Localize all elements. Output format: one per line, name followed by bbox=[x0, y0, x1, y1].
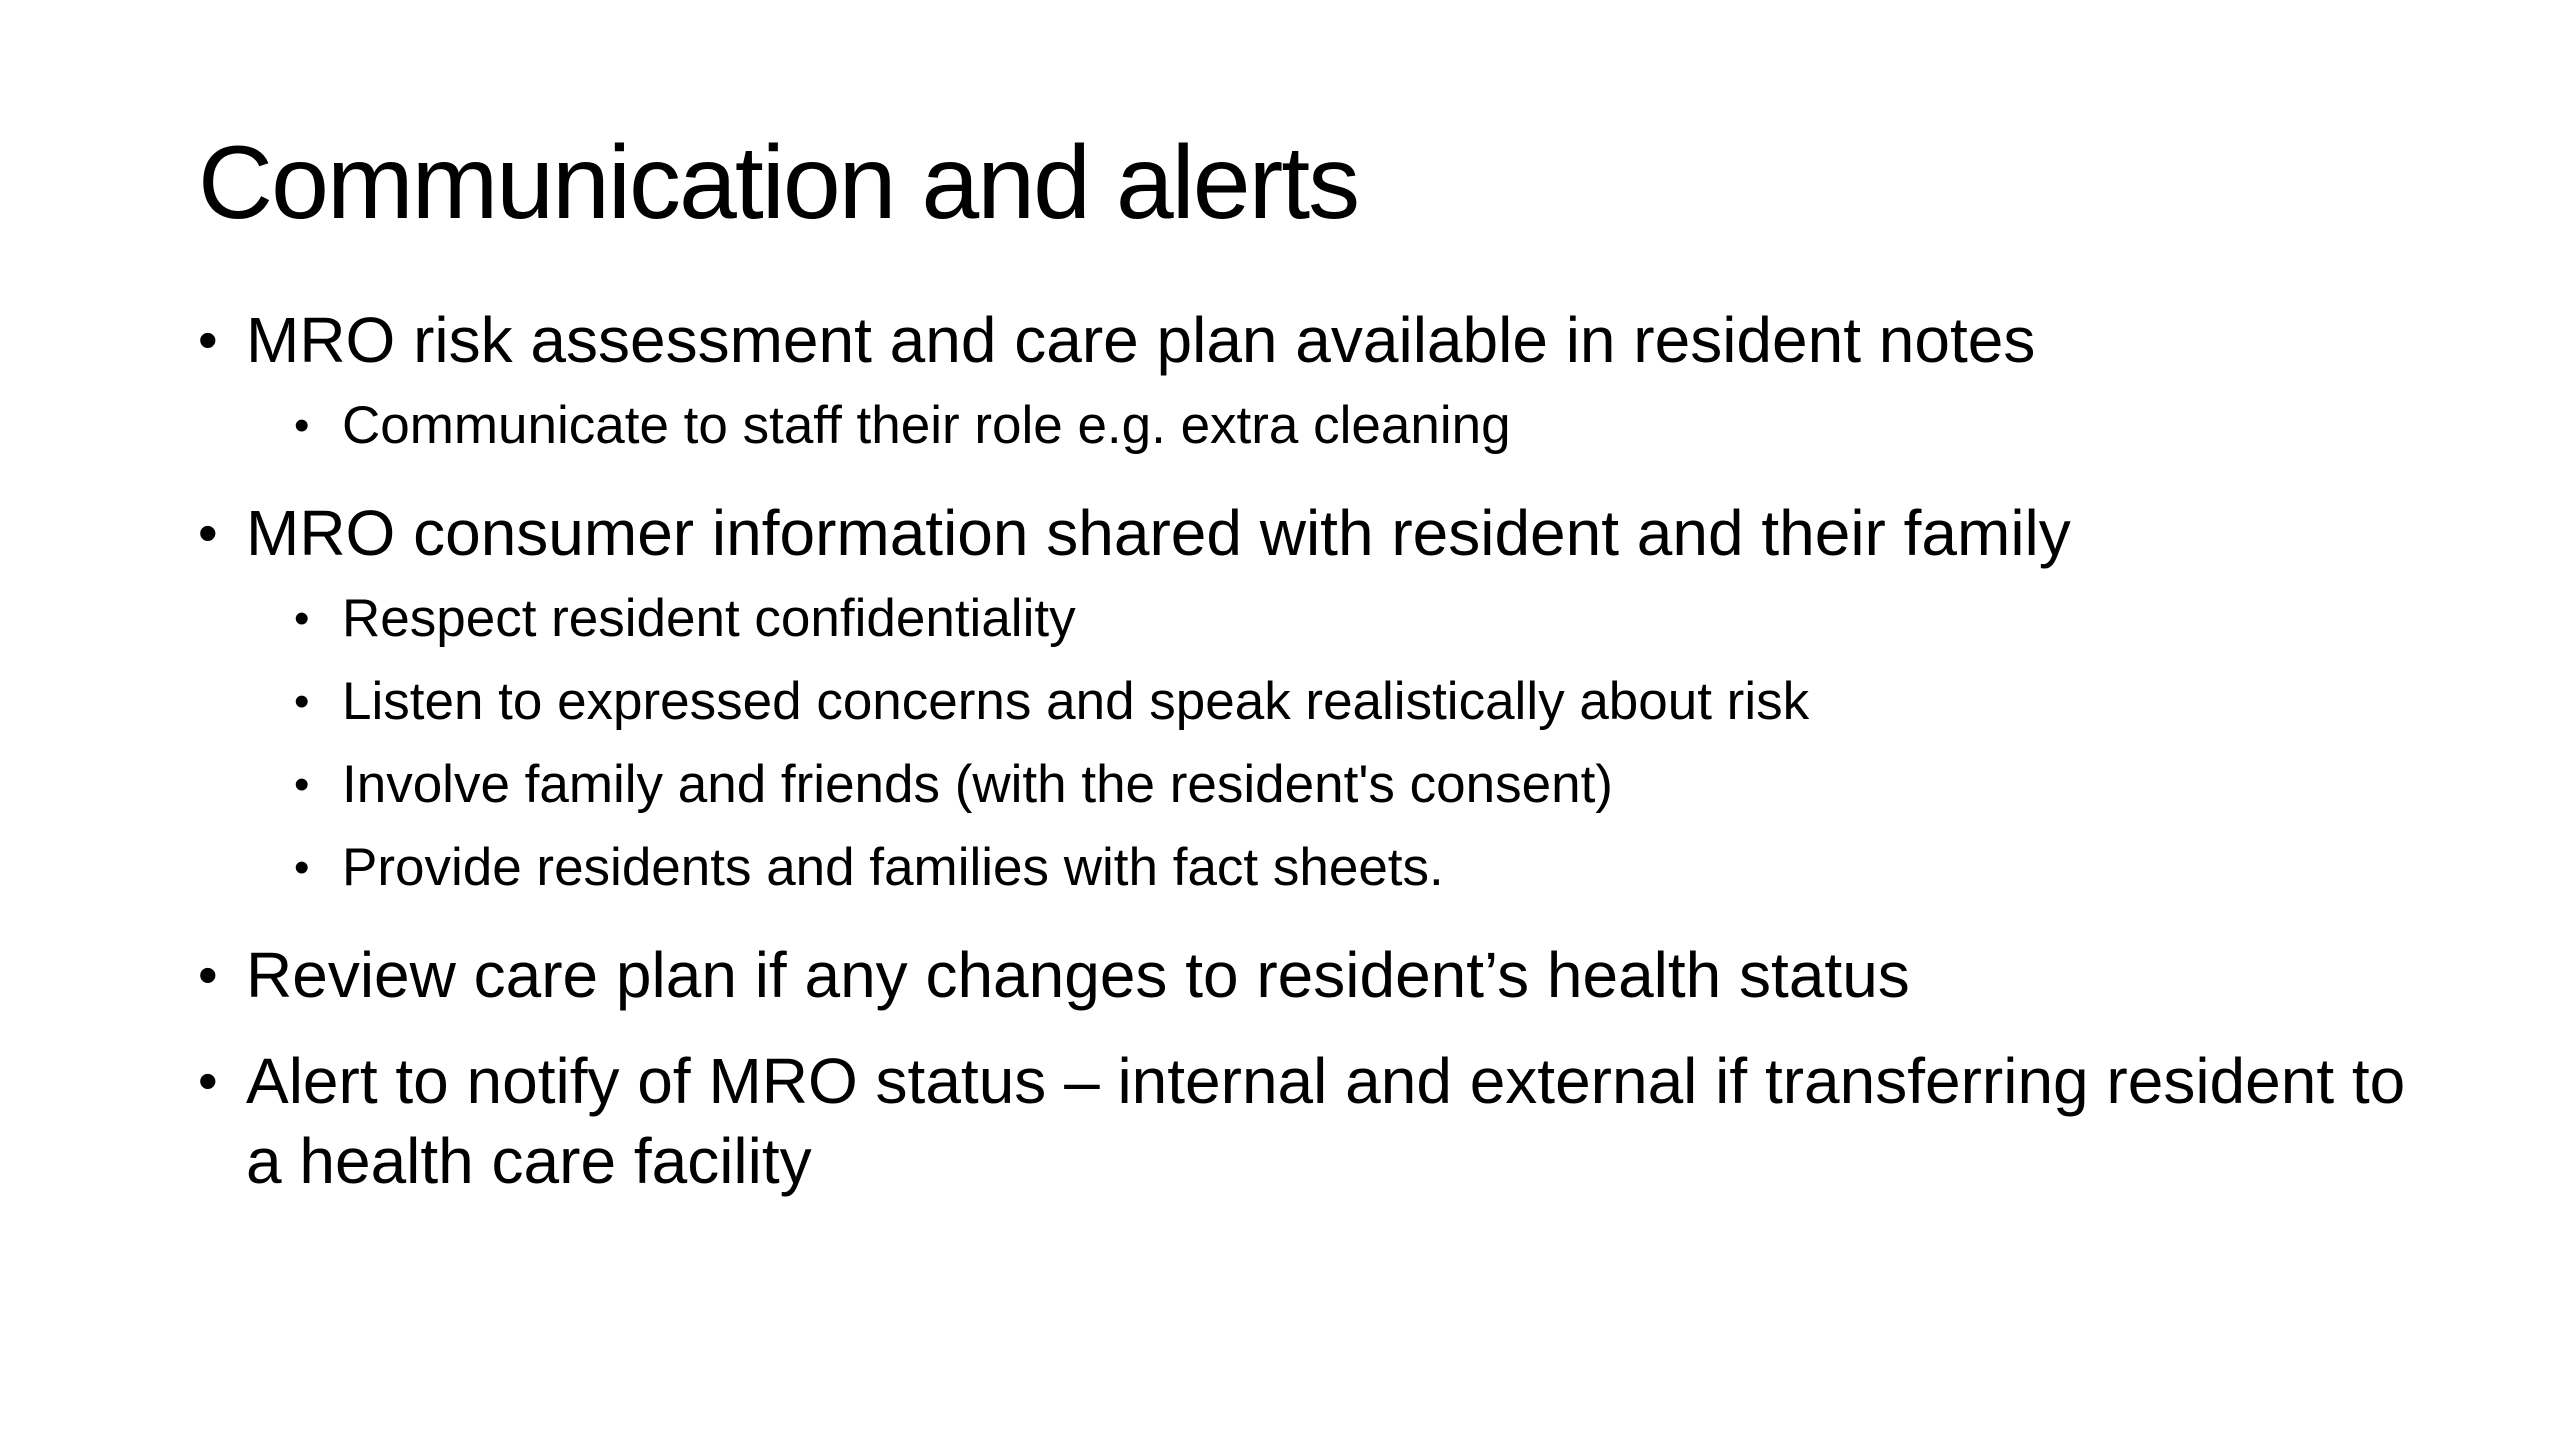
bullet-dot-icon: • bbox=[198, 308, 218, 371]
sub-bullet-item bbox=[294, 743, 2438, 826]
sub-bullet-dot-icon: • bbox=[294, 677, 310, 726]
sub-bullet-item bbox=[294, 577, 2438, 660]
sub-bullet-list bbox=[246, 384, 2438, 467]
sub-bullet-text: Provide residents and families with fact sheets. bbox=[342, 838, 1444, 897]
sub-bullet-dot-icon: • bbox=[294, 594, 310, 643]
bullet-text: MRO consumer information shared with resident and their family bbox=[246, 497, 2071, 569]
bullet-dot-icon: • bbox=[198, 1049, 218, 1112]
bullet-item-consumer-information bbox=[198, 493, 2438, 909]
bullet-item-alert-mro-status bbox=[198, 1041, 2438, 1201]
bullet-text: Review care plan if any changes to resident’s health status bbox=[246, 939, 1910, 1011]
slide-title: Communication and alerts bbox=[198, 125, 1359, 241]
sub-bullet-dot-icon: • bbox=[294, 843, 310, 892]
bullet-dot-icon: • bbox=[198, 943, 218, 1006]
sub-bullet-dot-icon: • bbox=[294, 760, 310, 809]
bullet-dot-icon: • bbox=[198, 501, 218, 564]
sub-bullet-list bbox=[246, 577, 2438, 909]
sub-bullet-item bbox=[294, 826, 2438, 909]
bullet-list bbox=[198, 300, 2438, 1227]
bullet-item-review-care-plan bbox=[198, 935, 2438, 1015]
sub-bullet-text: Involve family and friends (with the resident's consent) bbox=[342, 755, 1613, 814]
sub-bullet-item bbox=[294, 660, 2438, 743]
bullet-item-risk-assessment bbox=[198, 300, 2438, 467]
sub-bullet-item bbox=[294, 384, 2438, 467]
sub-bullet-dot-icon: • bbox=[294, 401, 310, 450]
bullet-text: MRO risk assessment and care plan available in resident notes bbox=[246, 304, 2036, 376]
sub-bullet-text: Listen to expressed concerns and speak realistically about risk bbox=[342, 672, 1810, 731]
sub-bullet-text: Communicate to staff their role e.g. extra cleaning bbox=[342, 396, 1511, 455]
sub-bullet-text: Respect resident confidentiality bbox=[342, 589, 1076, 648]
bullet-text: Alert to notify of MRO status – internal and external if transferring resident to a health care facility bbox=[246, 1045, 2406, 1197]
